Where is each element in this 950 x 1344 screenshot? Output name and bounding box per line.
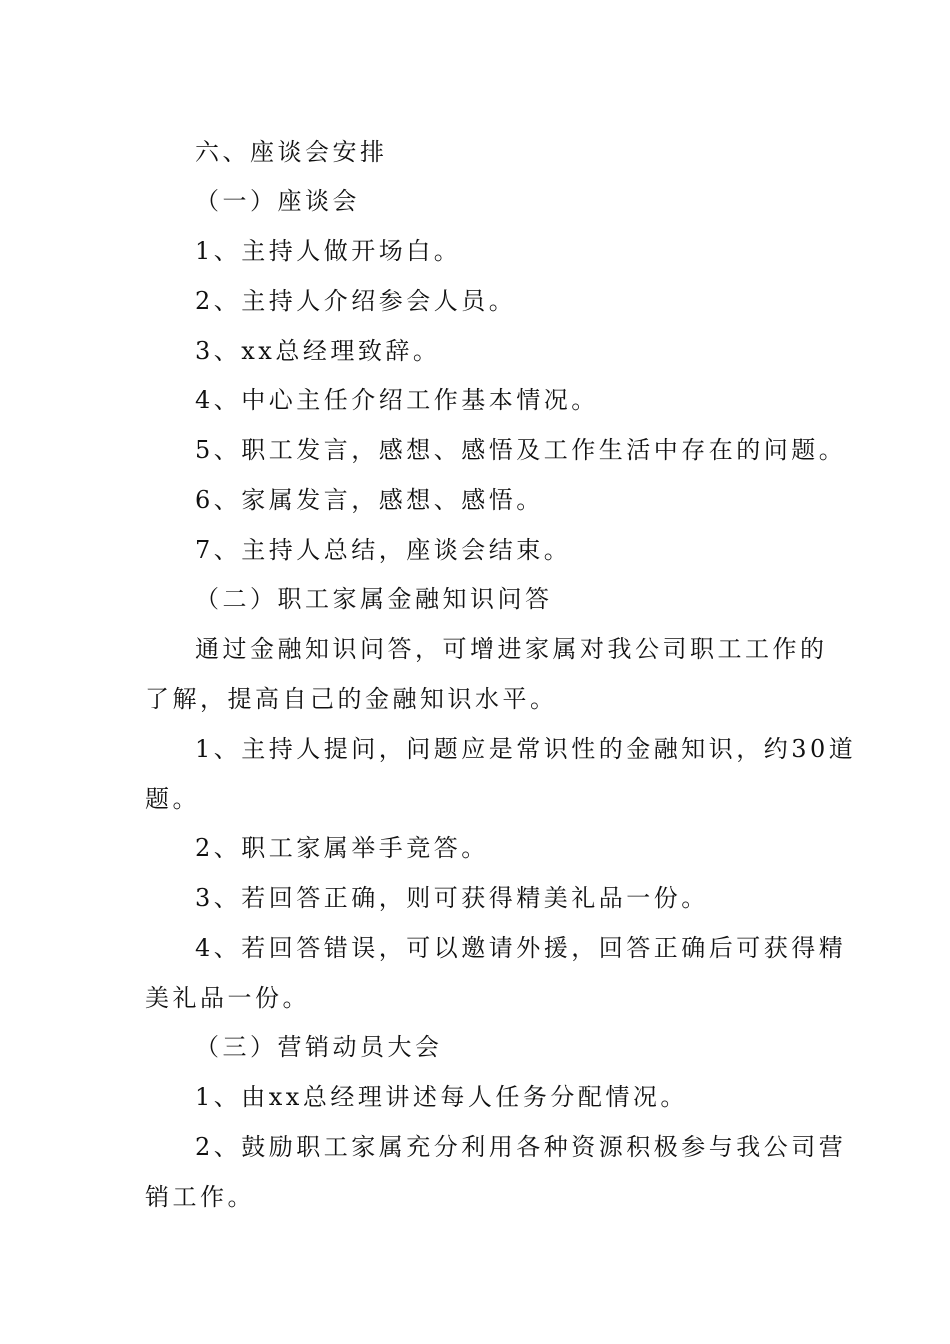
list-item-continuation: 美礼品一份。 <box>145 984 310 1012</box>
list-item: 7、主持人总结，座谈会结束。 <box>195 536 572 564</box>
list-item: 4、中心主任介绍工作基本情况。 <box>195 386 599 414</box>
subsection-heading-2: （二）职工家属金融知识问答 <box>195 585 553 613</box>
list-item: 4、若回答错误，可以邀请外援，回答正确后可获得精 <box>195 934 847 962</box>
list-item-continuation: 题。 <box>145 785 200 813</box>
paragraph-line: 通过金融知识问答，可增进家属对我公司职工工作的 <box>195 635 828 663</box>
section-heading-6: 六、座谈会安排 <box>195 138 388 166</box>
list-item: 3、xx总经理致辞。 <box>195 337 441 365</box>
list-item: 5、职工发言，感想、感悟及工作生活中存在的问题。 <box>195 436 847 464</box>
list-item: 3、若回答正确，则可获得精美礼品一份。 <box>195 884 709 912</box>
list-item: 1、由xx总经理讲述每人任务分配情况。 <box>195 1083 688 1111</box>
list-item: 1、主持人提问，问题应是常识性的金融知识，约30道 <box>195 735 857 763</box>
list-item: 2、主持人介绍参会人员。 <box>195 287 517 315</box>
list-item: 1、主持人做开场白。 <box>195 237 462 265</box>
subsection-heading-1: （一）座谈会 <box>195 187 360 215</box>
paragraph-line: 了解，提高自己的金融知识水平。 <box>145 685 558 713</box>
list-item: 2、职工家属举手竞答。 <box>195 834 489 862</box>
subsection-heading-3: （三）营销动员大会 <box>195 1033 443 1061</box>
list-item: 6、家属发言，感想、感悟。 <box>195 486 544 514</box>
list-item-continuation: 销工作。 <box>145 1183 255 1211</box>
list-item: 2、鼓励职工家属充分利用各种资源积极参与我公司营 <box>195 1133 847 1161</box>
